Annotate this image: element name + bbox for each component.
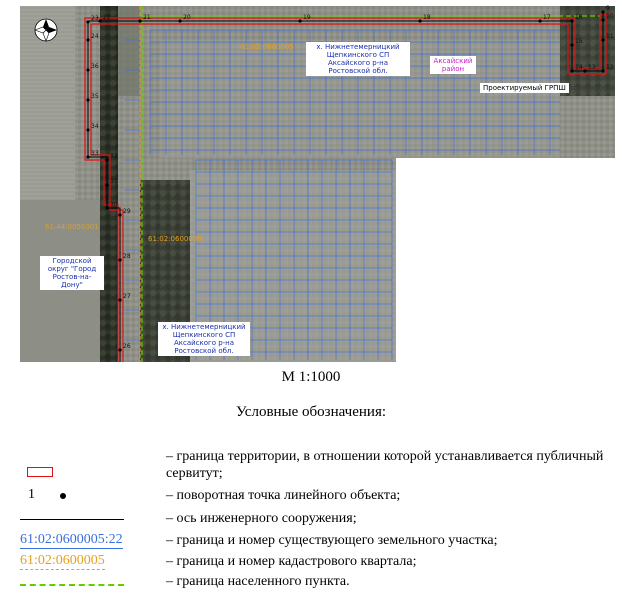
quarter-label-top: 61:02:0600005 [240, 43, 294, 51]
turning-point-number: 31 [110, 178, 118, 185]
turning-point [86, 38, 89, 41]
turning-point-number: 36 [91, 63, 99, 70]
settlement-label-bottom: х. Нижнетемерницкий Щепкинского СП Аксайского р-на Ростовской обл. [158, 322, 250, 356]
grpsh-label: Проектируемый ГРПШ [480, 83, 569, 93]
turning-point-number: 28 [123, 253, 131, 260]
turning-point [86, 128, 89, 131]
turning-point [601, 38, 604, 41]
turning-point-number: 11 [606, 33, 614, 40]
turning-point-number: 32 [110, 153, 118, 160]
turning-point-number: 29 [123, 208, 131, 215]
turning-point-number: 12 [606, 64, 614, 71]
turning-point [178, 19, 181, 22]
legend-quarter-number: 61:02:0600005 [20, 553, 105, 568]
legend-text: – ось инженерного сооружения; [166, 511, 357, 526]
legend-text: – граница и номер кадастрового квартала; [166, 554, 417, 569]
legend-text: – граница и номер существующего земельного участка; [166, 533, 498, 548]
map-scale: М 1:1000 [281, 369, 341, 385]
dot-icon [60, 493, 66, 499]
turning-point [601, 10, 604, 13]
turning-point [118, 348, 121, 351]
quarter-label-left: 61:44:0050301 [45, 223, 99, 231]
turning-point-number: 13 [588, 64, 596, 71]
legend-text: – поворотная точка линейного объекта; [166, 488, 401, 503]
turning-point [118, 298, 121, 301]
turning-point-number: 26 [123, 343, 131, 350]
legend-title: Условные обозначения: [235, 404, 387, 420]
turning-point [570, 69, 573, 72]
turning-point [538, 19, 541, 22]
turning-point-number: 20 [183, 14, 191, 21]
legend-point-number: 1 [28, 487, 35, 502]
turning-point-number: 16 [575, 14, 583, 21]
turning-point [138, 19, 141, 22]
turning-point-number: 27 [123, 293, 131, 300]
turning-point-number: 15 [575, 38, 583, 45]
turning-point-number: 21 [143, 14, 151, 21]
turning-point [298, 19, 301, 22]
turning-point [86, 98, 89, 101]
turning-point [86, 155, 89, 158]
legend-text: – граница территории, в отношении которой устанавливается публичный сервитут; [166, 449, 604, 481]
turning-point [105, 183, 108, 186]
turning-point [86, 20, 89, 23]
turning-point-number: 19 [303, 14, 311, 21]
turning-point [98, 19, 101, 22]
legend-text: – граница населенного пункта. [166, 574, 350, 589]
turning-point-number: 14 [575, 64, 583, 71]
turning-point [583, 69, 586, 72]
turning-point [601, 69, 604, 72]
turning-point-number: 24 [91, 33, 99, 40]
turning-point [105, 206, 108, 209]
turning-point [570, 43, 573, 46]
turning-point-number: 34 [91, 123, 99, 130]
green-dashed-line-icon [20, 584, 124, 586]
turning-point-number: 23 [91, 15, 99, 22]
turning-point-number: 33 [91, 150, 99, 157]
settlement-label-top: х. Нижнетемерницкий Щепкинского СП Аксайского р-на Ростовской обл. [306, 42, 410, 76]
turning-point-number: 9 [606, 5, 610, 12]
black-line-icon [20, 519, 124, 520]
turning-point [86, 68, 89, 71]
turning-point [105, 158, 108, 161]
turning-point-number: 18 [423, 14, 431, 21]
turning-point-number: 10 [606, 13, 614, 20]
compass-rose-icon [35, 19, 57, 41]
turning-point [418, 19, 421, 22]
turning-point [118, 258, 121, 261]
turning-point-number: 17 [543, 14, 551, 21]
turning-point [601, 18, 604, 21]
turning-point-number: 30 [110, 201, 118, 208]
district-label: Аксайский район [430, 56, 476, 74]
quarter-label-mid: 61:02:0600005 [148, 235, 202, 243]
turning-point [118, 213, 121, 216]
turning-point-number: 22 [103, 14, 111, 21]
city-label: Городской округ "Город Ростов-на-Дону" [40, 256, 104, 290]
turning-point [570, 19, 573, 22]
turning-point-number: 35 [91, 93, 99, 100]
legend-plot-number: 61:02:0600005:22 [20, 532, 123, 547]
red-rectangle-icon [27, 467, 53, 477]
